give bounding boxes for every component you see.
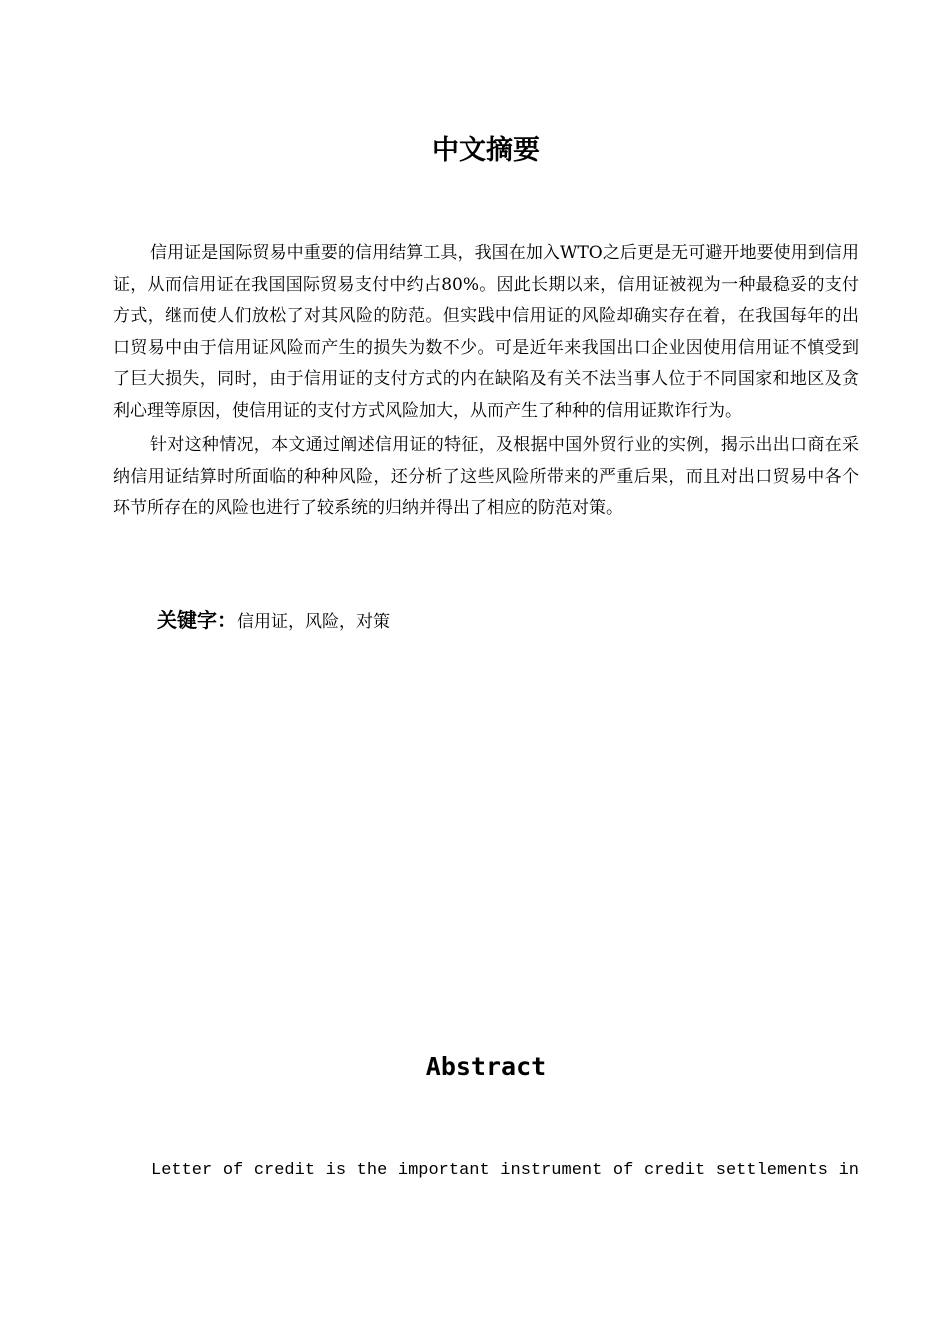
english-abstract-title: Abstract	[425, 1052, 547, 1081]
keywords-line	[157, 603, 390, 639]
chinese-abstract-paragraph-1: 信用证是国际贸易中重要的信用结算工具，我国在加入WTO之后更是无可避开地要使用到信用证，从而信用证在我国国际贸易支付中约占80%。因此长期以来，信用证被视为一种最稳妥的支付方式，继而使人们放松了对其风险的防范。但实践中信用证的风险却确实存在着，在我国每年的出口贸易中由于信用证风险而产生的损失为数不少。可是近年来我国出口企业因使用信用证不慎受到了巨大损失，同时，由于信用证的支付方式的内在缺陷及有关不法当事人位于不同国家和地区及贪利心理等原因，使信用证的支付方式风险加大，从而产生了种种的信用证欺诈行为。	[113, 243, 859, 421]
chinese-abstract-paragraph-2: 针对这种情况，本文通过阐述信用证的特征，及根据中国外贸行业的实例，揭示出出口商在采纳信用证结算时所面临的种种风险，还分析了这些风险所带来的严重后果，而且对出口贸易中各个环节所存在的风险也进行了较系统的归纳并得出了相应的防范对策。	[113, 435, 859, 518]
chinese-abstract-title: 中文摘要	[432, 135, 540, 166]
english-abstract-paragraph: Letter of credit is the important instrument of credit settlements in	[151, 1161, 859, 1180]
keywords-label: 关键字：	[157, 608, 237, 632]
keywords-value: 信用证，风险，对策	[237, 612, 390, 632]
chinese-abstract-body	[113, 238, 859, 528]
